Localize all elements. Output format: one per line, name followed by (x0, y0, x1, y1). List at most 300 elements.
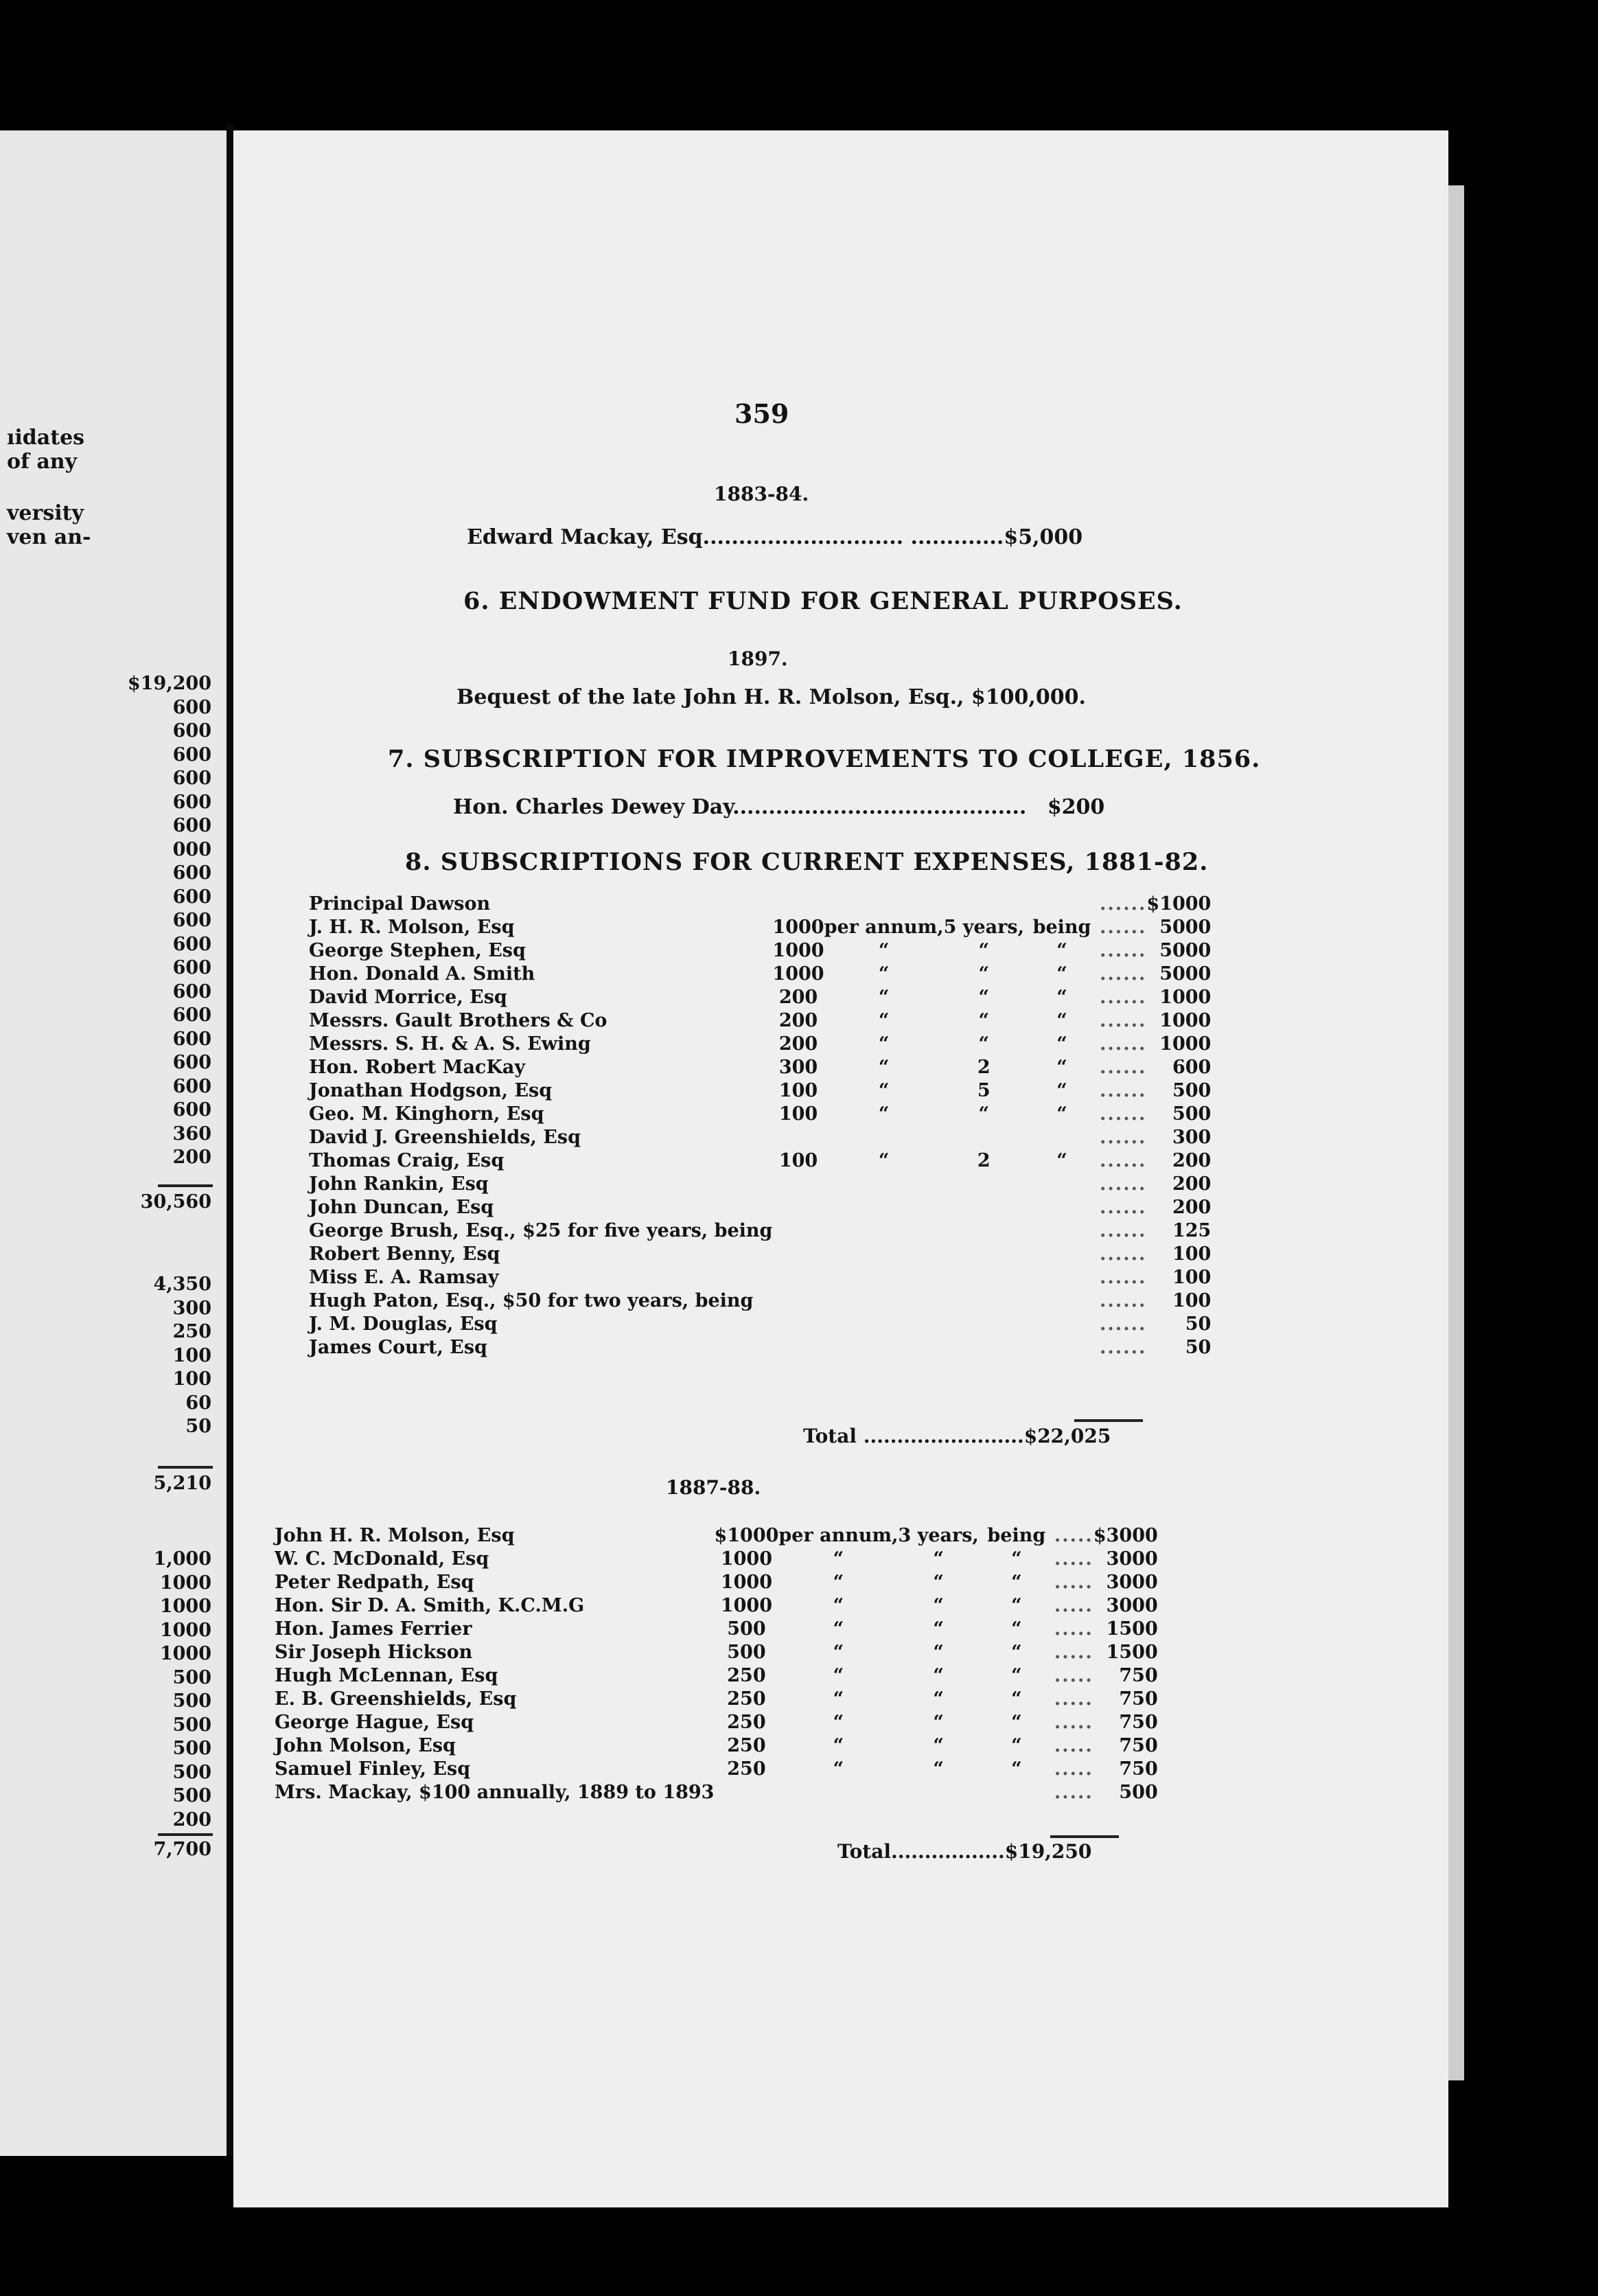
term-text: “ (933, 1642, 944, 1663)
being-text: “ (1011, 1758, 1022, 1780)
period-text: “ (878, 1033, 890, 1055)
subscriber-name: Messrs. S. H. & A. S. Ewing (309, 1033, 591, 1055)
being-text: “ (1011, 1618, 1022, 1640)
left-page-figure: 1000 (159, 1643, 211, 1664)
annual-rate: 200 (778, 987, 818, 1008)
leader-dots: ...... (1100, 1173, 1147, 1195)
term-text (944, 1313, 1024, 1336)
subscription-amount: $3000 (1093, 1525, 1158, 1546)
annual-rate: 1000 (720, 1548, 773, 1570)
period-text (824, 1266, 944, 1289)
left-page-rule (158, 1184, 213, 1187)
annual-rate: 250 (727, 1758, 766, 1780)
being-text: “ (1056, 963, 1067, 985)
annual-rate (772, 1336, 824, 1359)
subscriber-name: Jonathan Hodgson, Esq (309, 1080, 553, 1101)
mackay-bequest-line: Edward Mackay, Esq............................ .............$5,000 (467, 525, 1083, 549)
leader-dots: ...... (1100, 1197, 1147, 1218)
subscription-row (309, 1266, 1211, 1289)
left-page-figure: 600 (172, 910, 211, 931)
term-text (944, 1289, 1024, 1313)
period-text: “ (833, 1618, 844, 1640)
subscription-amount: 1500 (1106, 1618, 1158, 1640)
subscription-amount: 200 (1172, 1197, 1212, 1218)
left-page-figure: 1000 (159, 1596, 211, 1617)
annual-rate: 1000 (772, 917, 824, 938)
subscriber-name: E. B. Greenshields, Esq (275, 1688, 517, 1710)
leader-dots: ...... (1100, 1337, 1147, 1358)
subscriber-name: Robert Benny, Esq (309, 1243, 500, 1265)
subscription-amount: 5000 (1159, 963, 1212, 985)
total-label: Total ........................ (803, 1425, 1024, 1447)
left-page-total: 30,560 (140, 1191, 211, 1213)
being-text (1024, 1313, 1100, 1336)
leader-dots: ..... (1054, 1665, 1093, 1686)
period-text: “ (833, 1665, 844, 1686)
year-heading-1887: 1887-88. (666, 1476, 761, 1499)
leader-dots: ...... (1100, 987, 1147, 1008)
subscriber-name: J. H. R. Molson, Esq (309, 917, 515, 938)
subscription-row (309, 1196, 1211, 1219)
term-text: 2 (977, 1057, 991, 1078)
subscription-amount: 750 (1119, 1735, 1158, 1756)
left-page-figure: 100 (172, 1368, 211, 1390)
subscription-amount: 200 (1172, 1173, 1212, 1195)
left-page-figure: 600 (172, 957, 211, 978)
being-text: “ (1056, 1010, 1067, 1031)
left-page-figure: 600 (172, 1099, 211, 1121)
period-text: “ (878, 1057, 890, 1078)
term-text (944, 1219, 1024, 1243)
period-text: “ (878, 963, 890, 985)
left-page-figure: 600 (172, 791, 211, 813)
left-page-figure: 100 (172, 1344, 211, 1366)
leader-dots: ..... (1054, 1735, 1093, 1756)
annual-rate (772, 1313, 824, 1336)
being-text: “ (1011, 1642, 1022, 1663)
subscriber-name: Hugh McLennan, Esq (275, 1665, 498, 1686)
term-text: “ (978, 1103, 990, 1125)
subscription-amount: 3000 (1106, 1595, 1158, 1616)
subscription-amount: 50 (1185, 1313, 1212, 1335)
total-label: Total................. (837, 1840, 1005, 1863)
annual-rate (772, 1243, 824, 1266)
subscription-row (309, 1009, 1211, 1033)
subscription-amount: 3000 (1106, 1548, 1158, 1570)
page-number: 359 (734, 398, 789, 429)
subscription-row (309, 1033, 1211, 1056)
leader-dots: ..... (1054, 1548, 1093, 1570)
left-page-figure: 000 (172, 838, 211, 860)
period-text (824, 1336, 944, 1359)
left-page-figure: 600 (172, 696, 211, 718)
being-text: “ (1056, 1033, 1067, 1055)
period-text: “ (878, 1150, 890, 1171)
period-text (824, 1173, 944, 1196)
left-page-figure: 500 (172, 1738, 211, 1759)
period-text: “ (833, 1712, 844, 1733)
subscriber-name: Hon. Charles Dewey Day (453, 795, 733, 819)
subscription-row (275, 1594, 1158, 1618)
annual-rate: 250 (727, 1712, 766, 1733)
subscription-amount: 750 (1119, 1688, 1158, 1710)
leader-dots: ...... (1100, 1057, 1147, 1078)
being-text: “ (1056, 940, 1067, 961)
subscription-row (275, 1641, 1158, 1664)
annual-rate: 200 (778, 1010, 818, 1031)
subscriber-name: James Court, Esq (309, 1337, 487, 1358)
being-text (1024, 893, 1100, 916)
annual-rate (772, 1219, 824, 1243)
subscription-amount: 125 (1172, 1220, 1212, 1241)
term-text: “ (933, 1735, 944, 1756)
subscription-row (309, 916, 1211, 939)
leader-dots: ...... (1100, 1033, 1147, 1055)
term-text: “ (933, 1758, 944, 1780)
left-page-fragment-line: ven an- (7, 525, 91, 549)
left-page-figure: 200 (172, 1809, 211, 1830)
subscription-row (309, 1056, 1211, 1079)
book-page (233, 130, 1448, 2207)
left-page-figure: 600 (172, 1028, 211, 1050)
annual-rate (772, 1173, 824, 1196)
subscription-amount: 500 (1172, 1103, 1212, 1125)
subscription-amount: 500 (1119, 1782, 1158, 1803)
section-6-heading: 6. ENDOWMENT FUND FOR GENERAL PURPOSES. (463, 587, 1183, 615)
subscriber-name: Peter Redpath, Esq (275, 1572, 474, 1593)
leader-dots: ..... (1054, 1618, 1093, 1640)
term-text (944, 1336, 1024, 1359)
leader-dots: ..... (1054, 1782, 1093, 1803)
subscriber-name: J. M. Douglas, Esq (309, 1313, 498, 1335)
total-rule (1074, 1419, 1143, 1422)
left-page-fragment-line: ıidates (7, 426, 85, 450)
left-page-figure: 500 (172, 1690, 211, 1712)
subscription-row (309, 1336, 1211, 1359)
subscriber-name: George Stephen, Esq (309, 940, 526, 961)
left-page-figure: 600 (172, 768, 211, 789)
annual-rate (772, 1196, 824, 1219)
subscriber-name: David Morrice, Esq (309, 987, 507, 1008)
period-text: “ (878, 1103, 890, 1125)
year-heading-1897: 1897. (728, 647, 788, 670)
left-page-figure: 600 (172, 980, 211, 1002)
section-7-heading: 7. SUBSCRIPTION FOR IMPROVEMENTS TO COLLEGE, 1856. (388, 745, 1261, 773)
leader-dots: ...... (1100, 1127, 1147, 1148)
leader-dots: ...... (1100, 963, 1147, 985)
term-text (944, 1126, 1024, 1149)
period-text: “ (833, 1572, 844, 1593)
term-text (944, 1243, 1024, 1266)
subscriber-name: John Molson, Esq (275, 1735, 456, 1756)
left-page-figure: 1000 (159, 1572, 211, 1594)
subscription-row (275, 1548, 1158, 1571)
subscriber-name: Principal Dawson (309, 893, 491, 915)
leader-dots: ..... (1054, 1595, 1093, 1616)
annual-rate (772, 1126, 824, 1149)
subscription-row (275, 1664, 1158, 1688)
subscription-row (309, 893, 1211, 916)
subscription-amount: 3000 (1106, 1572, 1158, 1593)
being-text: “ (1056, 1057, 1067, 1078)
left-page-figure: 600 (172, 1075, 211, 1097)
left-page-figure: 600 (172, 862, 211, 884)
leader-dots: ..... (1054, 1712, 1093, 1733)
leader-dots: ...... (1100, 893, 1147, 915)
term-text: 5 years, (943, 917, 1024, 938)
subscription-row (309, 963, 1211, 986)
leader-dots: ..... (1054, 1688, 1093, 1710)
leader-dots: ...... (1100, 1103, 1147, 1125)
leader-dots: ...... (1100, 1220, 1147, 1241)
period-text: “ (878, 940, 890, 961)
period-text: “ (878, 1010, 890, 1031)
leader-dots: ...... (1100, 1267, 1147, 1288)
leader-dots: ...... (1100, 1080, 1147, 1101)
being-text (1024, 1336, 1100, 1359)
annual-rate (772, 1266, 824, 1289)
annual-rate: 250 (727, 1688, 766, 1710)
subscriber-name: Mrs. Mackay, $100 annually, 1889 to 1893 (275, 1782, 715, 1803)
being-text (1024, 1243, 1100, 1266)
leader-dots: ...... (1100, 1150, 1147, 1171)
subscriber-name: Hon. Donald A. Smith (309, 963, 535, 985)
leader-dots: ..... (1054, 1642, 1093, 1663)
subscription-row (275, 1571, 1158, 1594)
subscription-amount: 500 (1172, 1080, 1212, 1101)
being-text (1024, 1126, 1100, 1149)
leader-dots: ...... (1100, 940, 1147, 961)
being-text: “ (1011, 1712, 1022, 1733)
being-text: being (1032, 917, 1091, 938)
subscriber-name: Hugh Paton, Esq., $50 for two years, being (309, 1290, 754, 1311)
subscription-row (309, 1103, 1211, 1126)
term-text (944, 1196, 1024, 1219)
period-text (824, 1289, 944, 1313)
subscription-amount: 750 (1119, 1712, 1158, 1733)
subscriber-name: Hon. Sir D. A. Smith, K.C.M.G (275, 1595, 585, 1616)
being-text: “ (1011, 1735, 1022, 1756)
subscription-row (275, 1758, 1158, 1781)
book-gutter (227, 124, 233, 2156)
annual-rate: 1000 (772, 940, 824, 961)
left-page-fragment-line: versity (7, 501, 84, 525)
being-text (979, 1781, 1054, 1804)
being-text: “ (1056, 1080, 1067, 1101)
period-text: “ (833, 1758, 844, 1780)
period-text: “ (833, 1548, 844, 1570)
being-text (1024, 1289, 1100, 1313)
being-text (1024, 1196, 1100, 1219)
subscription-row (275, 1711, 1158, 1734)
annual-rate (714, 1781, 778, 1804)
annual-rate: 100 (778, 1150, 818, 1171)
period-text: “ (878, 1080, 890, 1101)
subscriber-name: David J. Greenshields, Esq (309, 1127, 581, 1148)
subscription-row (275, 1524, 1158, 1548)
subscription-amount: 5000 (1159, 917, 1212, 938)
subscription-amount: 1500 (1106, 1642, 1158, 1663)
term-text (944, 1173, 1024, 1196)
subscription-row (309, 1079, 1211, 1103)
subscription-row (275, 1734, 1158, 1758)
molson-bequest-line: Bequest of the late John H. R. Molson, Esq., $100,000. (456, 685, 1086, 709)
being-text (1024, 1173, 1100, 1196)
being-text: “ (1011, 1665, 1022, 1686)
year-heading-1883: 1883-84. (714, 483, 809, 505)
subscriber-name: John H. R. Molson, Esq (275, 1525, 515, 1546)
subscription-amount: 200 (1172, 1150, 1212, 1171)
being-text: “ (1011, 1548, 1022, 1570)
period-text (824, 893, 944, 916)
being-text: “ (1011, 1688, 1022, 1710)
subscriber-name: Thomas Craig, Esq (309, 1150, 505, 1171)
term-text: “ (933, 1595, 944, 1616)
day-subscription-line (453, 795, 1104, 819)
leader-dots: ...... (1100, 1290, 1147, 1311)
term-text: 2 (977, 1150, 991, 1171)
subscriber-name: Miss E. A. Ramsay (309, 1267, 499, 1288)
left-page-figure: 500 (172, 1761, 211, 1783)
annual-rate: $1000 (714, 1525, 779, 1546)
term-text: “ (978, 1033, 990, 1055)
subscriber-name: George Brush, Esq., $25 for five years, being (309, 1220, 773, 1241)
left-page-figure: 200 (172, 1147, 211, 1168)
section-8-heading: 8. SUBSCRIPTIONS FOR CURRENT EXPENSES, 1881-82. (405, 848, 1209, 876)
being-text: being (987, 1525, 1046, 1546)
left-page-figure: 600 (172, 1052, 211, 1073)
period-text: “ (878, 987, 890, 1008)
subscriber-name: Samuel Finley, Esq (275, 1758, 471, 1780)
period-text (824, 1313, 944, 1336)
annual-rate: 500 (727, 1618, 766, 1640)
period-text: “ (833, 1642, 844, 1663)
leader-dots: ......................................... (732, 795, 1027, 819)
term-text: “ (933, 1618, 944, 1640)
subscription-amount: 1000 (1159, 1033, 1212, 1055)
subscription-row (309, 939, 1211, 963)
period-text: “ (833, 1688, 844, 1710)
period-text (824, 1219, 944, 1243)
left-page-fragment (0, 130, 227, 2156)
subscriber-name: Hon. James Ferrier (275, 1618, 472, 1640)
term-text: 3 years, (898, 1525, 979, 1546)
left-page-figure: 600 (172, 815, 211, 836)
annual-rate (772, 1289, 824, 1313)
period-text: per annum, (824, 917, 944, 938)
term-text: “ (978, 963, 990, 985)
annual-rate: 1000 (720, 1572, 773, 1593)
annual-rate: 1000 (720, 1595, 773, 1616)
period-text: “ (833, 1735, 844, 1756)
term-text: “ (933, 1688, 944, 1710)
subscription-amount: $1000 (1146, 893, 1212, 915)
subscriptions-1887-table (275, 1524, 1158, 1804)
being-text (1024, 1219, 1100, 1243)
left-page-figure: 360 (172, 1123, 211, 1145)
total-1887 (837, 1840, 1091, 1863)
being-text: “ (1056, 1150, 1067, 1171)
left-page-figure: 600 (172, 886, 211, 908)
left-page-figure: 600 (172, 720, 211, 742)
term-text: “ (933, 1665, 944, 1686)
subscription-amount: 100 (1172, 1267, 1212, 1288)
term-text (898, 1781, 978, 1804)
subscription-amount: 100 (1172, 1243, 1212, 1265)
left-page-figure: 4,350 (153, 1274, 211, 1295)
subscription-row (275, 1781, 1158, 1804)
left-page-fragment-line: of any (7, 450, 78, 474)
subscription-row (275, 1688, 1158, 1711)
total-1881 (803, 1425, 1111, 1447)
total-value: $22,025 (1023, 1425, 1111, 1447)
subscriber-name: John Duncan, Esq (309, 1197, 494, 1218)
annual-rate: 300 (778, 1057, 818, 1078)
annual-rate (772, 893, 824, 916)
being-text: “ (1056, 1103, 1067, 1125)
left-page-total: 7,700 (153, 1839, 211, 1860)
leader-dots: ..... (1054, 1572, 1093, 1593)
subscription-row (275, 1618, 1158, 1641)
annual-rate: 500 (727, 1642, 766, 1663)
total-rule (1050, 1835, 1119, 1838)
left-page-figure: 300 (172, 1297, 211, 1319)
term-text: “ (933, 1712, 944, 1733)
subscription-row (309, 1313, 1211, 1336)
subscription-row (309, 1289, 1211, 1313)
left-page-figure: 600 (172, 1004, 211, 1026)
left-page-figure: 250 (172, 1321, 211, 1342)
subscriber-name: Geo. M. Kinghorn, Esq (309, 1103, 544, 1125)
annual-rate: 100 (778, 1103, 818, 1125)
left-page-figure: 500 (172, 1714, 211, 1736)
being-text: “ (1011, 1572, 1022, 1593)
leader-dots: ...... (1100, 1313, 1147, 1335)
period-text (778, 1781, 898, 1804)
term-text: “ (933, 1548, 944, 1570)
leader-dots: ...... (1100, 1010, 1147, 1031)
subscription-amount: 600 (1172, 1057, 1212, 1078)
left-page-rule (158, 1833, 213, 1836)
left-page-figure: $19,200 (127, 673, 211, 694)
annual-rate: 250 (727, 1735, 766, 1756)
period-text: “ (833, 1595, 844, 1616)
left-page-figure: 600 (172, 744, 211, 766)
subscription-amount: 50 (1185, 1337, 1212, 1358)
being-text: “ (1011, 1595, 1022, 1616)
subscription-amount: 1000 (1159, 987, 1212, 1008)
left-page-figure: 1,000 (153, 1548, 211, 1570)
term-text: “ (978, 1010, 990, 1031)
subscription-row (309, 1149, 1211, 1173)
left-page-rule (158, 1466, 213, 1469)
left-page-figure: 500 (172, 1785, 211, 1806)
left-page-figure: 50 (185, 1416, 211, 1437)
subscription-amount: 750 (1119, 1665, 1158, 1686)
left-page-figure: 1000 (159, 1619, 211, 1641)
subscriber-name: Hon. Robert MacKay (309, 1057, 526, 1078)
annual-rate: 100 (778, 1080, 818, 1101)
term-text (944, 893, 1024, 916)
annual-rate: 200 (778, 1033, 818, 1055)
being-text: “ (1056, 987, 1067, 1008)
subscriber-name: W. C. McDonald, Esq (275, 1548, 489, 1570)
subscriptions-1881-table (309, 893, 1211, 1359)
annual-rate: 1000 (772, 963, 824, 985)
subscriber-name: Sir Joseph Hickson (275, 1642, 473, 1663)
subscription-row (309, 1219, 1211, 1243)
subscription-row (309, 1126, 1211, 1149)
